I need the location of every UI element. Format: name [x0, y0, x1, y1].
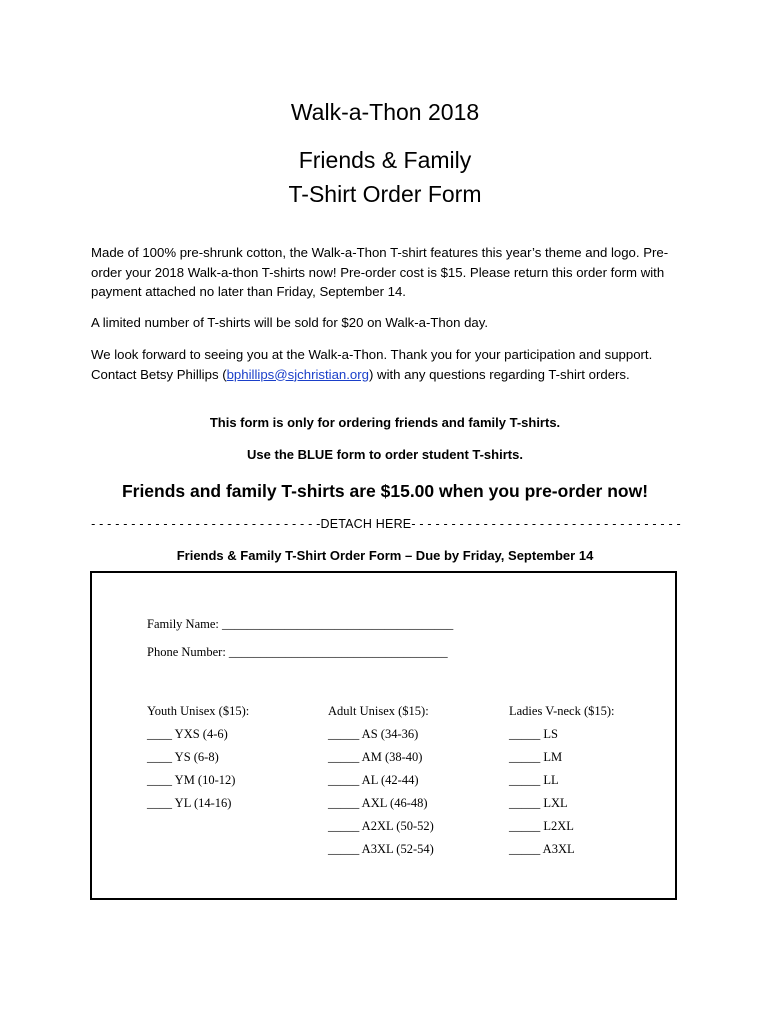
friends-family-notice: This form is only for ordering friends and family T-shirts.	[209, 415, 561, 430]
youth-unisex-column	[147, 703, 317, 818]
size-line-lxl[interactable]: _____ LXL	[509, 796, 568, 810]
intro-paragraph: Made of 100% pre-shrunk cotton, the Walk-a-Thon T-shirt features this year’s theme and logo. Pre-order your 2018 Walk-a-thon T-shirts now! Pre-order cost is $15. Please return this order form with payment attached no later than Friday, September 14.	[91, 245, 669, 299]
order-form-box	[90, 571, 677, 900]
size-line-l2xl[interactable]: _____ L2XL	[509, 819, 574, 833]
ladies-vneck-heading: Ladies V-neck ($15):	[509, 704, 615, 718]
size-line-lm[interactable]: _____ LM	[509, 750, 563, 764]
size-line-yxs[interactable]: ____ YXS (4-6)	[147, 727, 228, 741]
form-subtitle-line1: Friends & Family	[298, 147, 472, 173]
adult-unisex-heading: Adult Unisex ($15):	[328, 704, 429, 718]
email-link[interactable]: bphillips@sjchristian.org	[226, 366, 369, 382]
contact-text-after: ) with any questions regarding T-shirt orders.	[368, 366, 630, 382]
size-line-ym[interactable]: ____ YM (10-12)	[147, 773, 236, 787]
contact-paragraph	[91, 345, 681, 384]
size-line-ys[interactable]: ____ YS (6-8)	[147, 750, 219, 764]
ladies-vneck-column	[509, 703, 679, 864]
order-form-title: Friends & Family T-Shirt Order Form – Due by Friday, September 14	[176, 548, 594, 563]
size-line-am[interactable]: _____ AM (38-40)	[328, 750, 423, 764]
size-line-al[interactable]: _____ AL (42-44)	[328, 773, 419, 787]
size-line-ll[interactable]: _____ LL	[509, 773, 559, 787]
price-banner: Friends and family T-shirts are $15.00 when you pre-order now!	[121, 481, 649, 501]
form-subtitle-line2: T-Shirt Order Form	[288, 181, 482, 207]
size-line-ladies-a3xl[interactable]: _____ A3XL	[509, 842, 575, 856]
phone-number-field[interactable]: Phone Number: ___________________________________	[147, 645, 448, 659]
contact-text-before: We look forward to seeing you at the Walk-a-Thon. Thank you for your participation and support. Contact Betsy Phillips (	[91, 347, 653, 382]
size-line-ls[interactable]: _____ LS	[509, 727, 558, 741]
detach-line: - - - - - - - - - - - - - - - - - - - - - - - - - - - - -DETACH HERE- - - - - - - - - - - - - - - - - - - - - - - - - - - - - - - - - -	[91, 517, 681, 531]
size-line-a3xl[interactable]: _____ A3XL (52-54)	[328, 842, 434, 856]
size-line-yl[interactable]: ____ YL (14-16)	[147, 796, 232, 810]
size-line-axl[interactable]: _____ AXL (46-48)	[328, 796, 428, 810]
late-sale-paragraph: A limited number of T-shirts will be sold for $20 on Walk-a-Thon day.	[91, 315, 489, 330]
adult-unisex-column	[328, 703, 498, 864]
family-name-field[interactable]: Family Name: _____________________________________	[147, 617, 454, 631]
size-line-a2xl[interactable]: _____ A2XL (50-52)	[328, 819, 434, 833]
size-line-as[interactable]: _____ AS (34-36)	[328, 727, 419, 741]
event-title: Walk-a-Thon 2018	[290, 99, 480, 125]
youth-unisex-heading: Youth Unisex ($15):	[147, 704, 250, 718]
blue-form-notice: Use the BLUE form to order student T-shirts.	[247, 447, 523, 462]
